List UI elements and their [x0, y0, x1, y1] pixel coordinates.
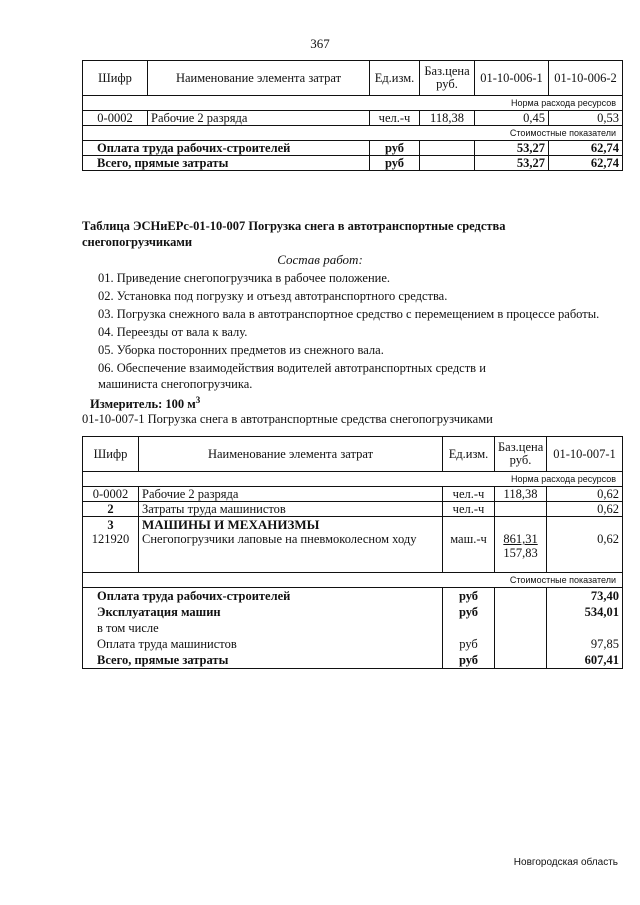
row-value-a: 53,27 — [475, 141, 549, 156]
row-name: Оплата труда рабочих-строителей — [83, 141, 370, 156]
table-row — [83, 517, 623, 573]
row-price — [420, 141, 475, 156]
row-price — [495, 620, 547, 636]
row-unit: руб — [443, 636, 495, 652]
row-name: Оплата труда рабочих-строителей — [83, 588, 443, 605]
work-item: 03. Погрузка снежного вала в автотранспортное средство с перемещением в процессе работы. — [98, 307, 600, 321]
row-name: Рабочие 2 разряда — [148, 111, 370, 126]
page-footer: Новгородская область — [513, 857, 618, 868]
work-item: 06. Обеспечение взаимодействия водителей автотранспортных средств и машиниста снегопогрузчика. — [98, 361, 486, 391]
row-price: 118,38 — [420, 111, 475, 126]
row-name: Всего, прямые затраты — [83, 652, 443, 669]
header-col-01-10-006-1: 01-10-006-1 — [475, 61, 549, 96]
row-name: Рабочие 2 разряда — [139, 487, 443, 502]
table-row — [83, 636, 623, 652]
row-unit: руб — [370, 141, 420, 156]
row-unit: руб — [443, 652, 495, 669]
norm-note-row — [83, 96, 623, 111]
row-unit: руб — [370, 156, 420, 171]
row-name — [139, 517, 443, 573]
row-price — [495, 502, 547, 517]
table-row — [83, 141, 623, 156]
table-row — [83, 588, 623, 605]
row-unit: руб — [443, 604, 495, 620]
work-composition-heading: Состав работ: — [277, 252, 363, 267]
meter-label: Измеритель: 100 $м^3$ — [90, 395, 201, 412]
header-unit: Ед.изм. — [370, 61, 420, 96]
norm-note: Норма расхода ресурсов — [83, 96, 623, 111]
work-item: 02. Установка под погрузку и отъезд автотранспортного средства. — [98, 289, 448, 303]
table-row — [83, 620, 623, 636]
machine-name: Снегопогрузчики лаповые на пневмоколесном ходу — [142, 532, 417, 546]
row-unit: руб — [443, 588, 495, 605]
header-name: Наименование элемента затрат — [148, 61, 370, 96]
row-price: 118,38 — [495, 487, 547, 502]
row-value-b: 62,74 — [549, 156, 623, 171]
row-value-a: 0,62 — [547, 487, 623, 502]
header-col-01-10-006-2: 01-10-006-2 — [549, 61, 623, 96]
row-unit: чел.-ч — [443, 487, 495, 502]
header-unit: Ед.изм. — [443, 437, 495, 472]
row-unit — [443, 620, 495, 636]
cost-note-row — [83, 573, 623, 588]
row-value-a: 73,40 — [547, 588, 623, 605]
group-heading: МАШИНЫ И МЕХАНИЗМЫ — [142, 517, 320, 532]
row-price — [495, 604, 547, 620]
row-price — [495, 517, 547, 573]
row-value-b: 0,53 — [549, 111, 623, 126]
header-code: Шифр — [83, 437, 139, 472]
row-price — [495, 652, 547, 669]
row-value-a: 0,45 — [475, 111, 549, 126]
row-unit: чел.-ч — [370, 111, 420, 126]
table-subtitle: 01-10-007-1 Погрузка снега в автотранспортные средства снегопогрузчиками — [82, 412, 493, 426]
row-name: Затраты труда машинистов — [139, 502, 443, 517]
header-col-01-10-007-1: 01-10-007-1 — [547, 437, 623, 472]
row-value-a: 53,27 — [475, 156, 549, 171]
machine-price: 861,31 — [503, 532, 538, 546]
table-header-row — [83, 61, 623, 96]
norm-note-row — [83, 472, 623, 487]
cost-table-01-10-007 — [82, 436, 623, 669]
work-item: 05. Уборка посторонних предметов из снежного вала. — [98, 343, 384, 357]
row-code — [83, 517, 139, 573]
row-code: 2 — [83, 502, 139, 517]
work-item: 04. Переезды от вала к валу. — [98, 325, 248, 339]
row-value-a: 534,01 — [547, 604, 623, 620]
table-header-row — [83, 437, 623, 472]
row-value-a: 0,62 — [547, 517, 623, 573]
row-unit: чел.-ч — [443, 502, 495, 517]
header-code: Шифр — [83, 61, 148, 96]
row-name: Всего, прямые затраты — [83, 156, 370, 171]
row-value-b: 62,74 — [549, 141, 623, 156]
row-value-a: 607,41 — [547, 652, 623, 669]
machine-code: 121920 — [91, 532, 130, 546]
row-name: в том числе — [83, 620, 443, 636]
row-value-a: 0,62 — [547, 502, 623, 517]
table-row — [83, 502, 623, 517]
norm-note: Норма расхода ресурсов — [83, 472, 623, 487]
row-code: 0-0002 — [83, 111, 148, 126]
cost-note-row — [83, 126, 623, 141]
row-unit: маш.-ч — [443, 517, 495, 573]
work-item: 01. Приведение снегопогрузчика в рабочее положение. — [98, 271, 391, 285]
header-name: Наименование элемента затрат — [139, 437, 443, 472]
row-name: Эксплуатация машин — [83, 604, 443, 620]
cost-table-01-10-006 — [82, 60, 623, 171]
machine-price-wages: 157,83 — [503, 546, 538, 560]
header-base-price: Баз.цена руб. — [420, 61, 475, 96]
row-code: 0-0002 — [83, 487, 139, 502]
table-row — [83, 604, 623, 620]
cost-note: Стоимостные показатели — [83, 126, 623, 141]
table-row — [83, 652, 623, 669]
group-code: 3 — [107, 518, 114, 532]
row-name: Оплата труда машинистов — [83, 636, 443, 652]
page-number: 367 — [310, 36, 330, 51]
row-price — [495, 636, 547, 652]
section-title: Таблица ЭСНиЕРс-01-10-007 Погрузка снега в автотранспортные средства снегопогрузчиками — [82, 219, 506, 249]
row-value-a: 97,85 — [547, 636, 623, 652]
row-price — [495, 588, 547, 605]
header-base-price: Баз.цена руб. — [495, 437, 547, 472]
table-row — [83, 156, 623, 171]
row-price — [420, 156, 475, 171]
table-row — [83, 111, 623, 126]
row-value-a — [547, 620, 623, 636]
cost-note: Стоимостные показатели — [83, 573, 623, 588]
table-row — [83, 487, 623, 502]
